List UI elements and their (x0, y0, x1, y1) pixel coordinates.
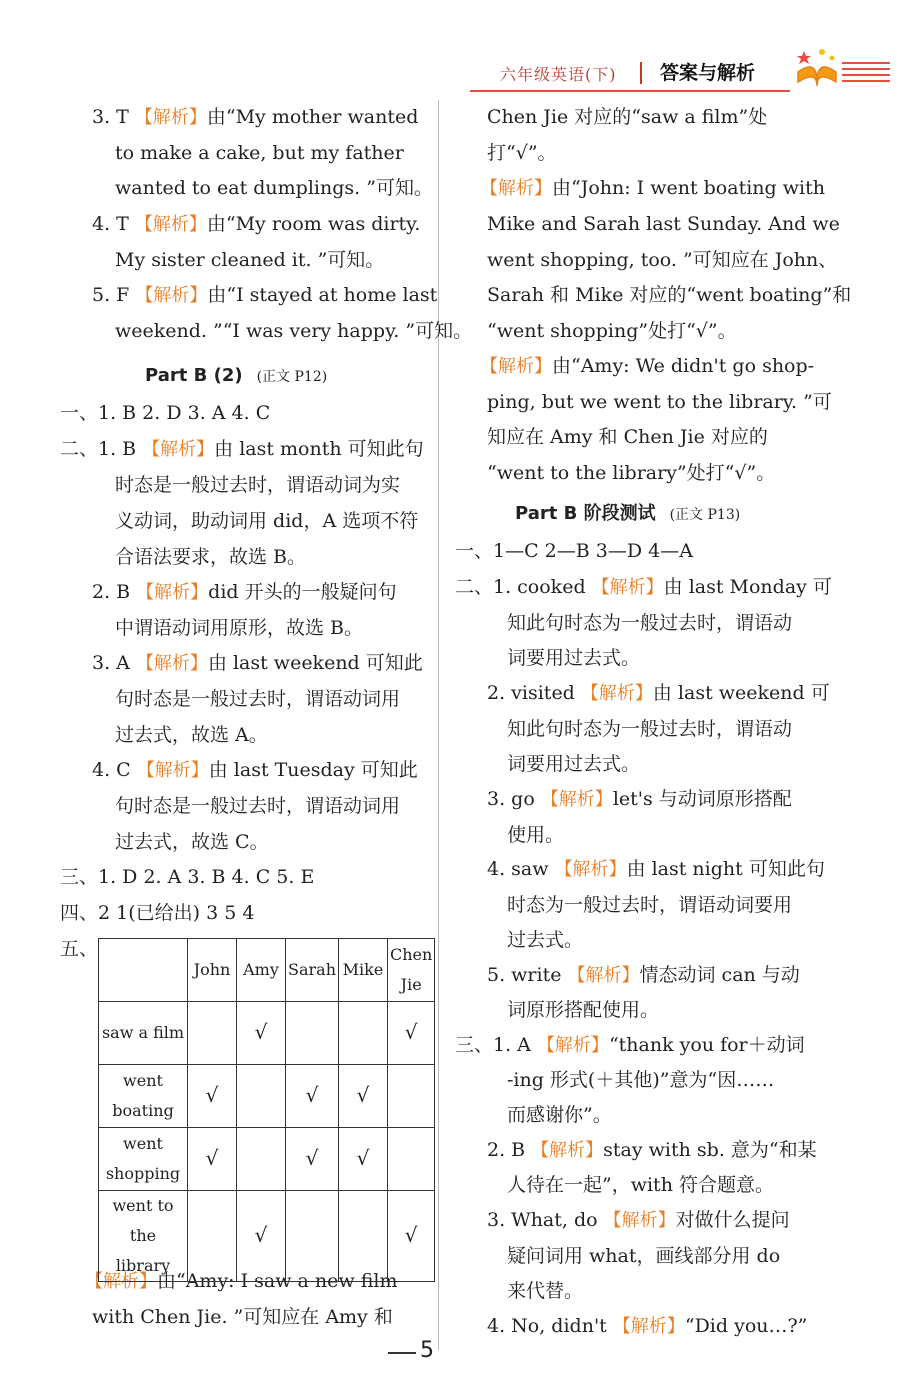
check-cell (237, 1128, 286, 1191)
text-line (487, 136, 557, 171)
line-text: 时态是一般过去时，谓语动词为实 (115, 474, 401, 496)
check-cell (188, 1128, 237, 1191)
line-text-rest: 由“Amy: We didn't go shop- (552, 355, 815, 377)
text-line (507, 1239, 780, 1274)
line-text: 来代替。 (507, 1280, 584, 1302)
page-number-dash (388, 1352, 416, 1354)
text-line (507, 1274, 583, 1309)
line-text-rest: 由“My room was dirty. (206, 213, 421, 235)
line-text-rest: did 开头的一般疑问句 (208, 581, 397, 603)
line-text: 三、1. D 2. A 3. B 4. C 5. E (60, 866, 315, 888)
text-line (487, 420, 768, 455)
check-cell (237, 1002, 286, 1065)
line-text: weekend. ”“I was very happy. ”可知。 (115, 320, 473, 342)
line-text: 四、2 1(已给出) 3 5 4 (60, 902, 255, 924)
table-row (99, 1065, 435, 1128)
line-text: My sister cleaned it. ”可知。 (115, 249, 385, 271)
table-header-cell: Mike (339, 939, 388, 1002)
header-separator (640, 62, 642, 84)
row-label: saw a film (99, 1002, 188, 1065)
table-row (99, 1128, 435, 1191)
analysis-tag: 【解析】 (591, 577, 664, 598)
column-divider (438, 100, 439, 1350)
table-header-cell: Chen Jie (388, 939, 435, 1002)
text-line (92, 278, 437, 313)
line-text: 4. C (92, 759, 137, 781)
line-text-rest: 由 last Tuesday 可知此 (208, 759, 418, 781)
line-text: 过去式，故选 C。 (115, 831, 269, 853)
line-text: 一、1. B 2. D 3. A 4. C (60, 402, 271, 424)
check-cell (237, 1191, 286, 1282)
check-cell (388, 1065, 435, 1128)
line-text-rest: 由“I stayed at home last (207, 284, 438, 306)
table-row (99, 1002, 435, 1065)
text-line (455, 1028, 805, 1063)
book-logo-icon (792, 42, 842, 88)
line-text-rest: “thank you for＋动词 (608, 1034, 805, 1056)
text-line (60, 896, 254, 931)
text-line (507, 641, 640, 676)
check-mark-icon: √ (305, 1146, 319, 1170)
header-title: 答案与解析 (660, 62, 756, 84)
text-line (507, 712, 792, 747)
line-text: 词要用过去式。 (507, 753, 641, 775)
text-line (487, 958, 800, 993)
check-cell (286, 1128, 339, 1191)
analysis-tag: 【解析】 (536, 1035, 609, 1056)
analysis-tag: 【解析】 (531, 1140, 604, 1161)
line-text: 句时态是一般过去时，谓语动词用 (115, 795, 401, 817)
section-title: Part B (2) (145, 365, 243, 386)
analysis-tag: 【解析】 (134, 107, 207, 128)
line-text-rest: 由 last Monday 可 (663, 576, 832, 598)
table-row (99, 1191, 435, 1282)
check-cell (339, 1128, 388, 1191)
analysis-tag: 【解析】 (134, 214, 207, 235)
section-page-ref: (正文 P13) (669, 507, 741, 523)
text-line (92, 100, 418, 135)
check-mark-icon: √ (356, 1083, 370, 1107)
line-text: 时态为一般过去时，谓语动词要用 (507, 894, 793, 916)
row-label: went boating (99, 1065, 188, 1128)
line-text: 人待在一起”，with 符合题意。 (507, 1174, 774, 1196)
text-line (60, 432, 424, 467)
table-header-cell (99, 939, 188, 1002)
answer-table (98, 938, 435, 1282)
text-line (487, 1203, 790, 1238)
text-line (487, 1309, 807, 1344)
text-line (507, 818, 564, 853)
line-text: 3. go (487, 788, 541, 810)
text-line (487, 1133, 817, 1168)
text-line (115, 682, 400, 717)
section-heading-part-b-test (515, 496, 740, 533)
line-text: -ing 形式(＋其他)”意为“因…… (507, 1069, 775, 1091)
line-text: 3. A (92, 652, 136, 674)
line-text: “went to the library”处打“√”。 (487, 462, 776, 484)
analysis-tag: 【解析】 (135, 285, 208, 306)
text-line (115, 136, 404, 171)
line-text: 过去式，故选 A。 (115, 724, 268, 746)
check-cell (388, 1191, 435, 1282)
header-decoration (842, 62, 890, 86)
line-text: 4. T (92, 213, 135, 235)
line-text: 2. B (487, 1139, 532, 1161)
line-text-rest: 由“My mother wanted (206, 106, 419, 128)
text-line (487, 782, 792, 817)
section-page-ref: (正文 P12) (256, 369, 328, 385)
line-text-rest: 情态动词 can 与动 (639, 964, 800, 986)
line-text-rest: 由 last weekend 可知此 (207, 652, 423, 674)
text-line (115, 789, 400, 824)
line-text: 4. saw (487, 858, 555, 880)
check-cell (339, 1002, 388, 1065)
text-line (115, 825, 269, 860)
table-header-cell: Sarah (286, 939, 339, 1002)
line-text: 词原形搭配使用。 (507, 999, 660, 1021)
text-line (480, 171, 825, 206)
line-text: 中谓语动词用原形，故选 B。 (115, 617, 364, 639)
line-text: 2. B (92, 581, 137, 603)
line-text-rest: let's 与动词原形搭配 (612, 788, 792, 810)
line-text-rest: “Did you…?” (684, 1315, 808, 1337)
check-cell (286, 1002, 339, 1065)
check-mark-icon: √ (404, 1223, 418, 1247)
line-text: “went shopping”处打“√”。 (487, 320, 737, 342)
line-text: wanted to eat dumplings. ”可知。 (115, 177, 433, 199)
line-text: with Chen Jie. ”可知应在 Amy 和 (92, 1306, 393, 1328)
check-mark-icon: √ (404, 1020, 418, 1044)
text-line (487, 852, 825, 887)
line-text-rest: 由 last weekend 可 (652, 682, 830, 704)
line-text: 义动词，助动词用 did，A 选项不符 (115, 510, 419, 532)
table-header-cell: Amy (237, 939, 286, 1002)
analysis-tag: 【解析】 (567, 965, 640, 986)
check-cell (237, 1065, 286, 1128)
text-line (507, 923, 583, 958)
line-text: 3. What, do (487, 1209, 604, 1231)
line-text: 合语法要求，故选 B。 (115, 546, 307, 568)
line-text: Chen Jie 对应的“saw a film”处 (487, 106, 768, 128)
check-mark-icon: √ (254, 1223, 268, 1247)
section-heading-part-b-2 (145, 358, 327, 395)
text-line (60, 860, 314, 895)
line-text: went shopping, too. ”可知应在 John、 (487, 249, 838, 271)
line-text-rest: stay with sb. 意为“和某 (603, 1139, 817, 1161)
check-mark-icon: √ (205, 1146, 219, 1170)
check-cell (388, 1128, 435, 1191)
text-line (507, 1168, 774, 1203)
text-line (487, 207, 840, 242)
line-text: 二、1. cooked (455, 576, 592, 598)
line-text: 3. T (92, 106, 135, 128)
line-text-rest: 由 last month 可知此句 (214, 438, 424, 460)
row-label: went to the library (99, 1191, 188, 1282)
text-line (480, 349, 814, 384)
analysis-tag: 【解析】 (136, 760, 209, 781)
text-line (507, 888, 792, 923)
check-cell (286, 1065, 339, 1128)
text-line (60, 932, 98, 967)
analysis-tag: 【解析】 (540, 789, 613, 810)
text-line (487, 278, 851, 313)
analysis-tag: 【解析】 (85, 1271, 157, 1292)
line-text: 句时态是一般过去时，谓语动词用 (115, 688, 401, 710)
text-line (92, 646, 423, 681)
text-line (115, 314, 472, 349)
row-label: went shopping (99, 1128, 188, 1191)
analysis-tag: 【解析】 (136, 582, 209, 603)
line-text: 知应在 Amy 和 Chen Jie 对应的 (487, 426, 768, 448)
check-cell (188, 1191, 237, 1282)
text-line (92, 753, 418, 788)
line-text-rest: 由 last night 可知此句 (626, 858, 825, 880)
text-line (115, 468, 400, 503)
line-text: 打“√”。 (487, 142, 557, 164)
line-text: 5. F (92, 284, 136, 306)
text-line (115, 171, 433, 206)
line-text: 一、1—C 2—B 3—D 4—A (455, 540, 693, 562)
check-cell (188, 1065, 237, 1128)
analysis-tag: 【解析】 (480, 178, 552, 199)
text-line (92, 1300, 393, 1335)
line-text: 疑问词用 what，画线部分用 do (507, 1245, 781, 1267)
text-line (507, 993, 659, 1028)
line-text: 二、1. B (60, 438, 143, 460)
analysis-tag: 【解析】 (612, 1316, 685, 1337)
line-text: 知此句时态为一般过去时，谓语动 (507, 612, 793, 634)
line-text: 4. No, didn't (487, 1315, 613, 1337)
line-text: ping, but we went to the library. ”可 (487, 391, 832, 413)
text-line (92, 575, 397, 610)
text-line (487, 243, 837, 278)
line-text: Mike and Sarah last Sunday. And we (487, 213, 840, 235)
check-mark-icon: √ (254, 1020, 268, 1044)
check-cell (388, 1002, 435, 1065)
analysis-tag: 【解析】 (135, 653, 208, 674)
text-line (455, 570, 832, 605)
line-text-rest: 由“Amy: I saw a new film (157, 1270, 398, 1292)
line-text: 过去式。 (507, 929, 584, 951)
check-mark-icon: √ (356, 1146, 370, 1170)
line-text: 知此句时态为一般过去时，谓语动 (507, 718, 793, 740)
analysis-tag: 【解析】 (142, 439, 215, 460)
text-line (507, 1098, 612, 1133)
text-line (92, 207, 420, 242)
line-text: 5. write (487, 964, 568, 986)
line-text-rest: 由“John: I went boating with (552, 177, 825, 199)
page-header (470, 56, 890, 96)
analysis-tag: 【解析】 (554, 859, 627, 880)
header-underline (470, 90, 790, 92)
text-line (487, 456, 775, 491)
text-line (115, 611, 363, 646)
line-text: Sarah 和 Mike 对应的“went boating”和 (487, 284, 852, 306)
check-cell (286, 1191, 339, 1282)
line-text-rest: 对做什么提问 (675, 1209, 790, 1231)
analysis-tag: 【解析】 (580, 683, 653, 704)
analysis-tag: 【解析】 (603, 1210, 676, 1231)
check-cell (339, 1065, 388, 1128)
line-text: to make a cake, but my father (115, 142, 404, 164)
check-mark-icon: √ (205, 1083, 219, 1107)
section-title: Part B 阶段测试 (515, 503, 656, 524)
text-line (115, 243, 384, 278)
check-mark-icon: √ (305, 1083, 319, 1107)
text-line (115, 540, 306, 575)
text-line (455, 534, 693, 569)
line-text: 词要用过去式。 (507, 647, 641, 669)
line-text: 2. visited (487, 682, 581, 704)
text-line (115, 718, 268, 753)
table-header-cell: John (188, 939, 237, 1002)
page-number: 5 (420, 1338, 434, 1363)
check-cell (339, 1191, 388, 1282)
text-line (507, 1063, 774, 1098)
text-line (487, 314, 737, 349)
line-text: 五、 (60, 938, 99, 960)
line-text: 三、1. A (455, 1034, 537, 1056)
line-text: 使用。 (507, 824, 565, 846)
check-cell (188, 1002, 237, 1065)
analysis-tag: 【解析】 (480, 356, 552, 377)
text-line (60, 396, 270, 431)
text-line (487, 100, 767, 135)
text-line (487, 676, 830, 711)
text-line (487, 385, 832, 420)
line-text: 而感谢你”。 (507, 1104, 612, 1126)
text-line (507, 747, 640, 782)
text-line (115, 504, 418, 539)
header-subject: 六年级英语(下) (500, 65, 617, 84)
text-line (507, 606, 792, 641)
